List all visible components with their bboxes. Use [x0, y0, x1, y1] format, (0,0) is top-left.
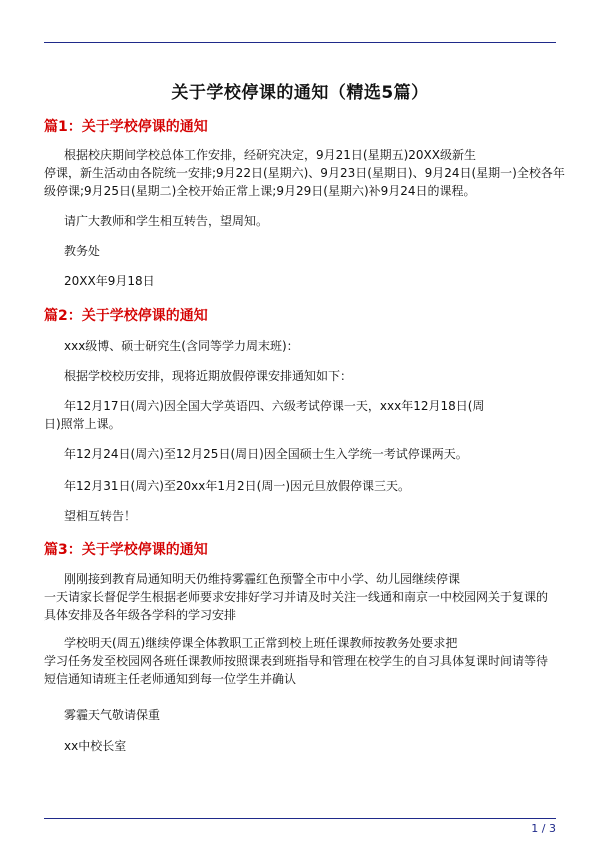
text-line: 学校明天(周五)继续停课全体教职工正常到校上班任课教师按教务处要求把 [64, 636, 458, 650]
text-line: 短信通知请班主任老师通知到每一位学生并确认 [44, 672, 297, 686]
text-line: 望相互转告！ [64, 509, 137, 523]
header-rule [44, 42, 556, 43]
text-line: 学习任务发至校园网各班任课教师按照课表到班指导和管理在校学生的自习具体复课时间请等待 [44, 654, 549, 668]
text-line: 教务处 [64, 244, 101, 258]
text-line: 雾霾天气敬请保重 [64, 708, 161, 722]
page-title: 关于学校停课的通知（精选5篇） [171, 83, 429, 103]
text-line: 停课，新生活动由各院统一安排;9月22日(星期六)、9月23日(星期日)、9月24日(星期一)全校各年 [44, 166, 565, 180]
text-line: 请广大教师和学生相互转告，望周知。 [64, 214, 269, 228]
text-line: 刚刚接到教育局通知明天仍维持雾霾红色预警全市中小学、幼儿园继续停课 [64, 572, 461, 586]
text-line: 根据学校校历安排，现将近期放假停课安排通知如下： [64, 369, 353, 383]
section-2-paragraph-1 [44, 337, 556, 355]
section-2-paragraph-3 [44, 397, 556, 433]
section-3-paragraph-3 [44, 706, 556, 724]
text-line: 年12月31日(周六)至20xx年1月2日(周一)因元旦放假停课三天。 [64, 479, 411, 493]
text-line: 年12月24日(周六)至12月25日(周日)因全国硕士生入学统一考试停课两天。 [64, 447, 468, 461]
text-line: 20XX年9月18日 [64, 274, 155, 288]
text-line: 具体安排及各年级各学科的学习安排 [44, 608, 237, 622]
text-line: 级停课;9月25日(星期二)全校开始正常上课;9月29日(星期六)补9月24日的课程。 [44, 184, 476, 198]
section-2-heading: 篇2：关于学校停课的通知 [44, 308, 208, 324]
page-indicator: 1 / 3 [531, 822, 556, 835]
text-line: 根据校庆期间学校总体工作安排，经研究决定，9月21日(星期五)20XX级新生 [64, 148, 476, 162]
section-2-paragraph-4 [44, 445, 556, 463]
section-1-paragraph-1 [44, 146, 565, 200]
text-line: 年12月17日(周六)因全国大学英语四、六级考试停课一天，xxx年12月18日(周 [64, 399, 485, 413]
section-3-heading: 篇3：关于学校停课的通知 [44, 542, 208, 558]
section-3-paragraph-2 [44, 634, 556, 688]
section-1-date [44, 272, 556, 290]
section-1-signature [44, 242, 556, 260]
footer-rule [44, 818, 556, 819]
text-line: 一天请家长督促学生根据老师要求安排好学习并请及时关注一线通和南京一中校园网关于复课的 [44, 590, 549, 604]
section-2-paragraph-5 [44, 477, 556, 495]
section-1-heading: 篇1：关于学校停课的通知 [44, 119, 208, 135]
text-line: 日)照常上课。 [44, 417, 121, 431]
section-3-signature [44, 737, 556, 755]
section-2-paragraph-6 [44, 507, 556, 525]
section-1-paragraph-2 [44, 212, 556, 230]
section-3-paragraph-1 [44, 570, 556, 624]
text-line: xxx级博、硕士研究生(含同等学力周末班)： [64, 339, 299, 353]
text-line: xx中校长室 [64, 739, 127, 753]
section-2-paragraph-2 [44, 367, 556, 385]
